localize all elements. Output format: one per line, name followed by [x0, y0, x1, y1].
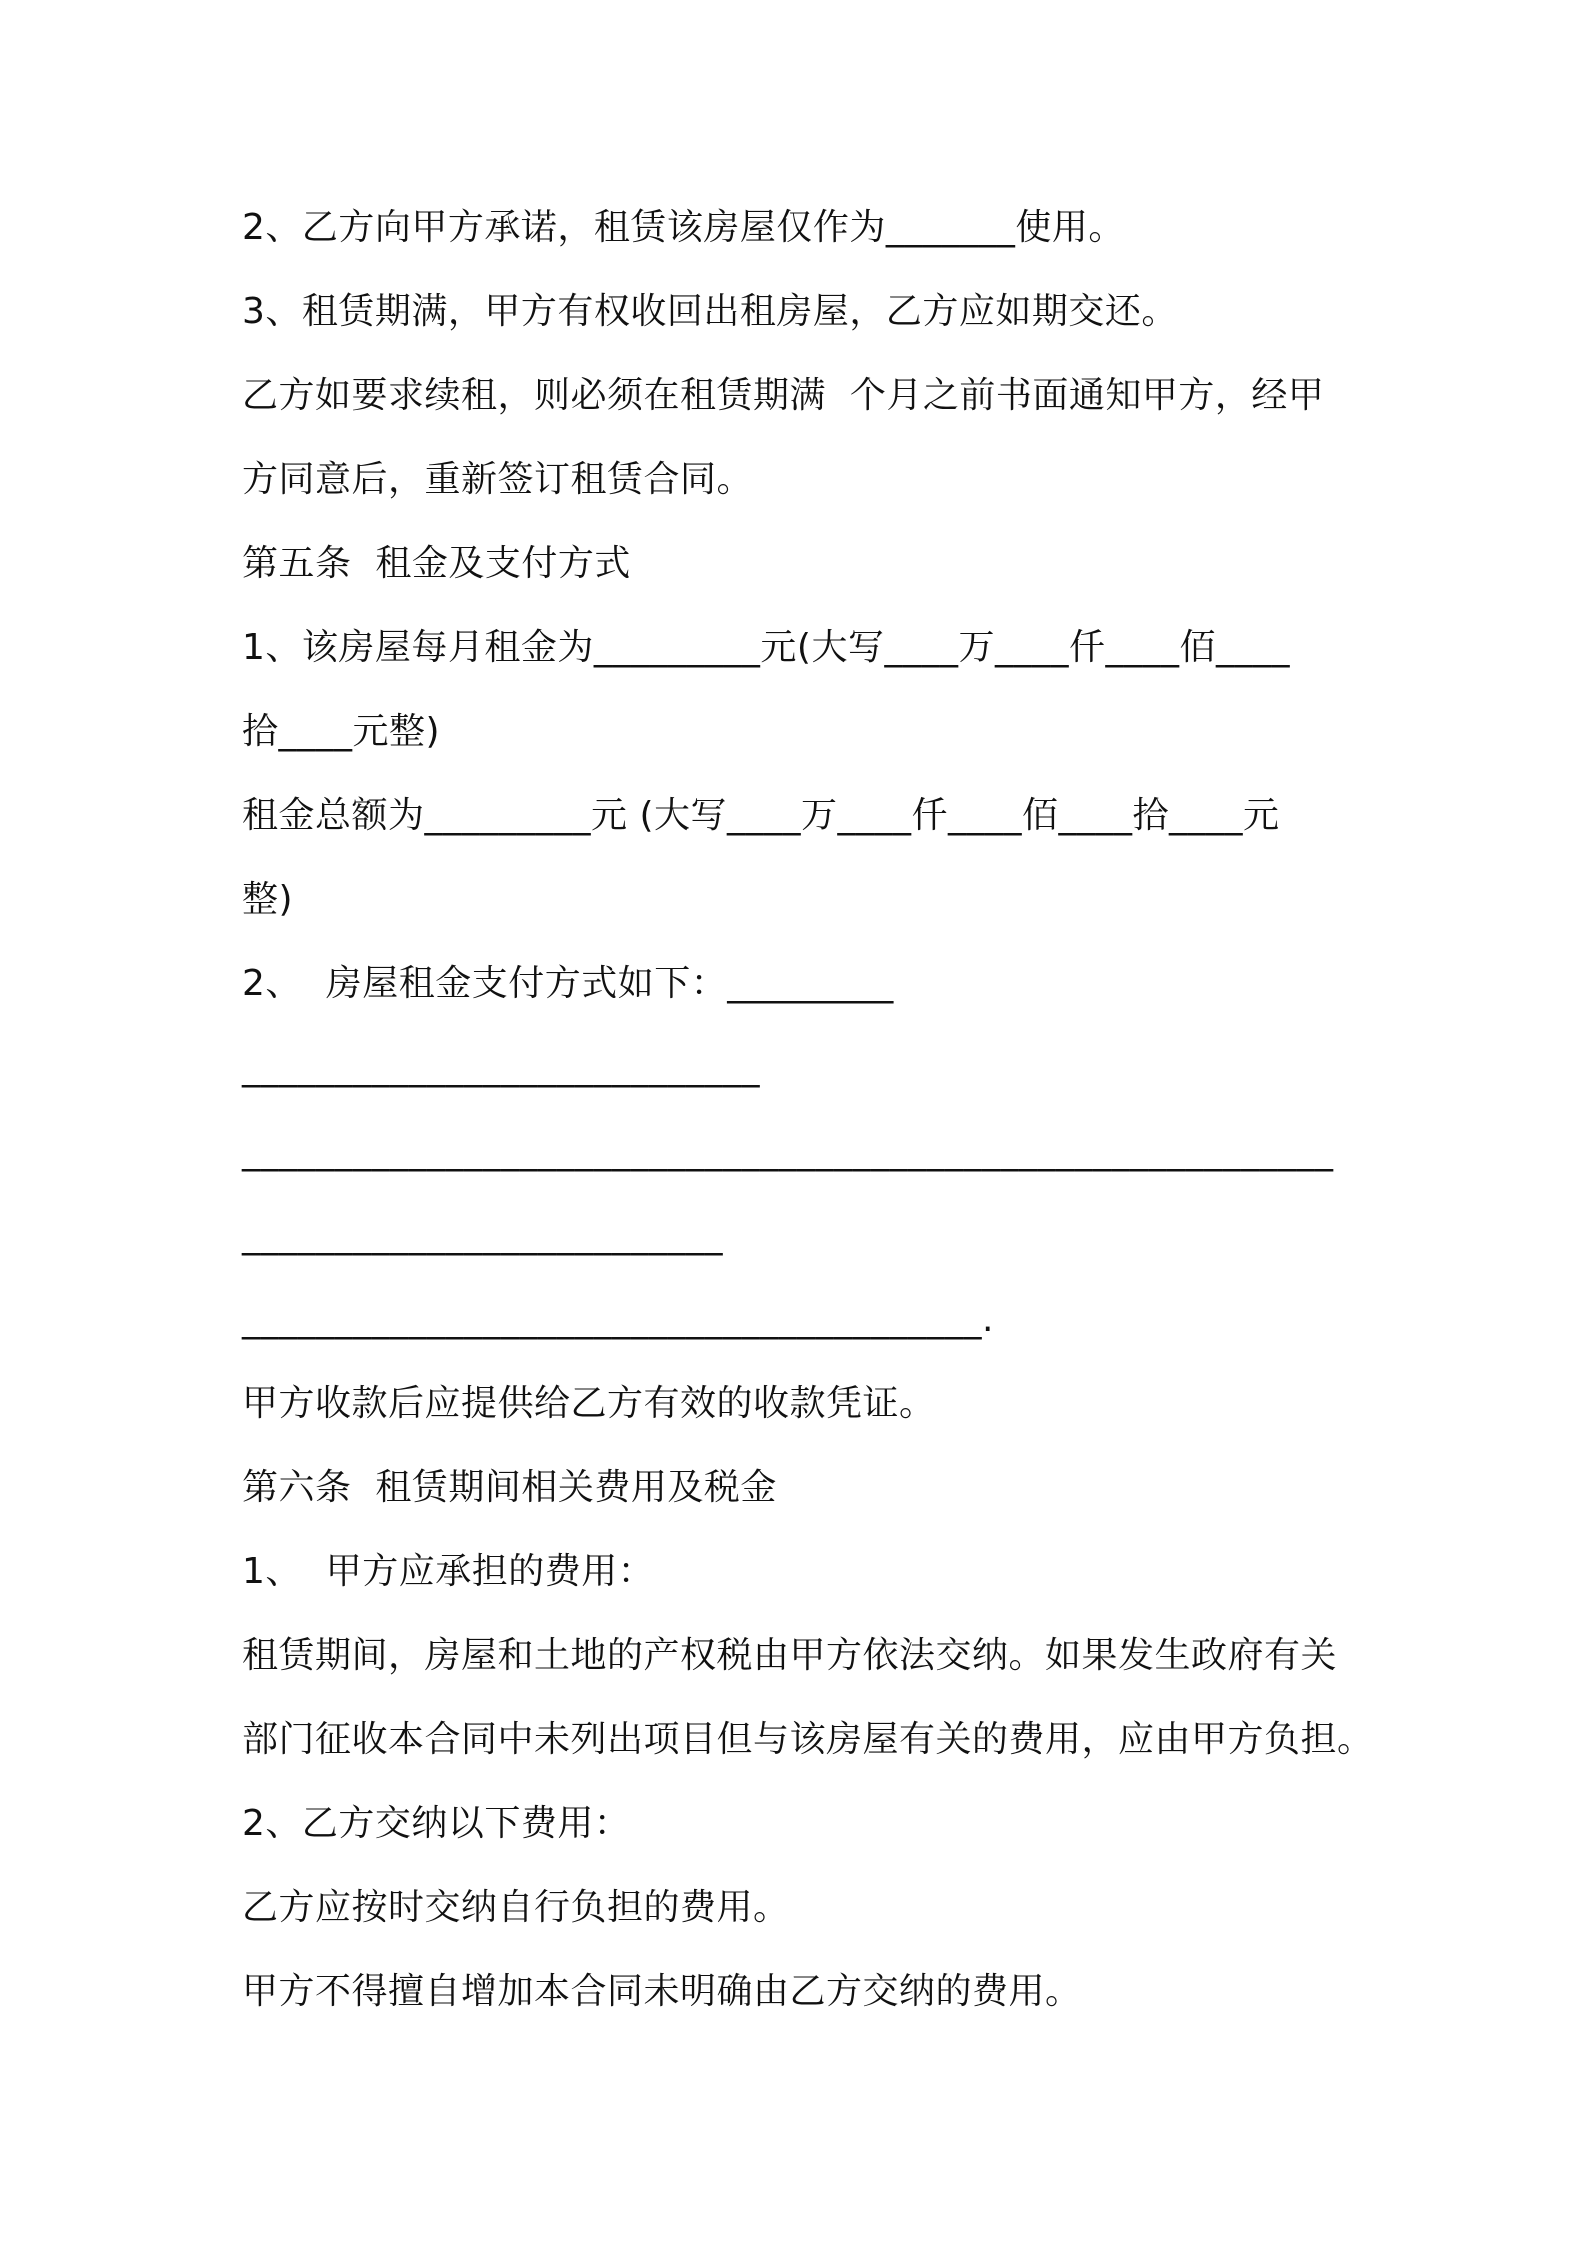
- party-a-fees-line-1: 租赁期间，房屋和土地的产权税由甲方依法交纳。如果发生政府有关: [242, 1635, 1338, 1676]
- clause-4-item-3: 3、租赁期满，甲方有权收回出租房屋，乙方应如期交还。: [242, 291, 1178, 332]
- clause-6-item-1: 1、 甲方应承担的费用：: [242, 1551, 655, 1592]
- blank-line-4: ________________________________________.: [242, 1299, 994, 1340]
- payment-method-line: 2、 房屋租金支付方式如下：_________: [242, 963, 894, 1004]
- total-rent-line-2: 整): [242, 879, 294, 920]
- no-extra-fees-text: 甲方不得擅自增加本合同未明确由乙方交纳的费用。: [242, 1971, 1082, 2012]
- monthly-rent-line-2: 拾____元整): [242, 711, 441, 752]
- total-rent-line-1: 租金总额为_________元 (大写____万____仟____佰____拾____元: [242, 795, 1280, 836]
- clause-5-heading: 第五条 租金及支付方式: [242, 543, 631, 584]
- blank-line-2: ___________________________________________________________: [242, 1131, 1334, 1172]
- renewal-text-line-2: 方同意后，重新签订租赁合同。: [242, 459, 754, 500]
- clause-6-item-2: 2、乙方交纳以下费用：: [242, 1803, 631, 1844]
- receipt-text: 甲方收款后应提供给乙方有效的收款凭证。: [242, 1383, 936, 1424]
- renewal-text-line-1: 乙方如要求续租，则必须在租赁期满 个月之前书面通知甲方，经甲: [242, 375, 1325, 416]
- blank-line-3: __________________________: [242, 1215, 723, 1256]
- monthly-rent-line-1: 1、该房屋每月租金为_________元(大写____万____仟____佰____: [242, 627, 1290, 668]
- clause-6-heading: 第六条 租赁期间相关费用及税金: [242, 1467, 777, 1508]
- party-b-fees-text: 乙方应按时交纳自行负担的费用。: [242, 1887, 790, 1928]
- party-a-fees-line-2: 部门征收本合同中未列出项目但与该房屋有关的费用，应由甲方负担。: [242, 1719, 1374, 1760]
- clause-4-item-2: 2、乙方向甲方承诺，租赁该房屋仅作为_______使用。: [242, 207, 1125, 248]
- blank-line-1: ____________________________: [242, 1047, 760, 1088]
